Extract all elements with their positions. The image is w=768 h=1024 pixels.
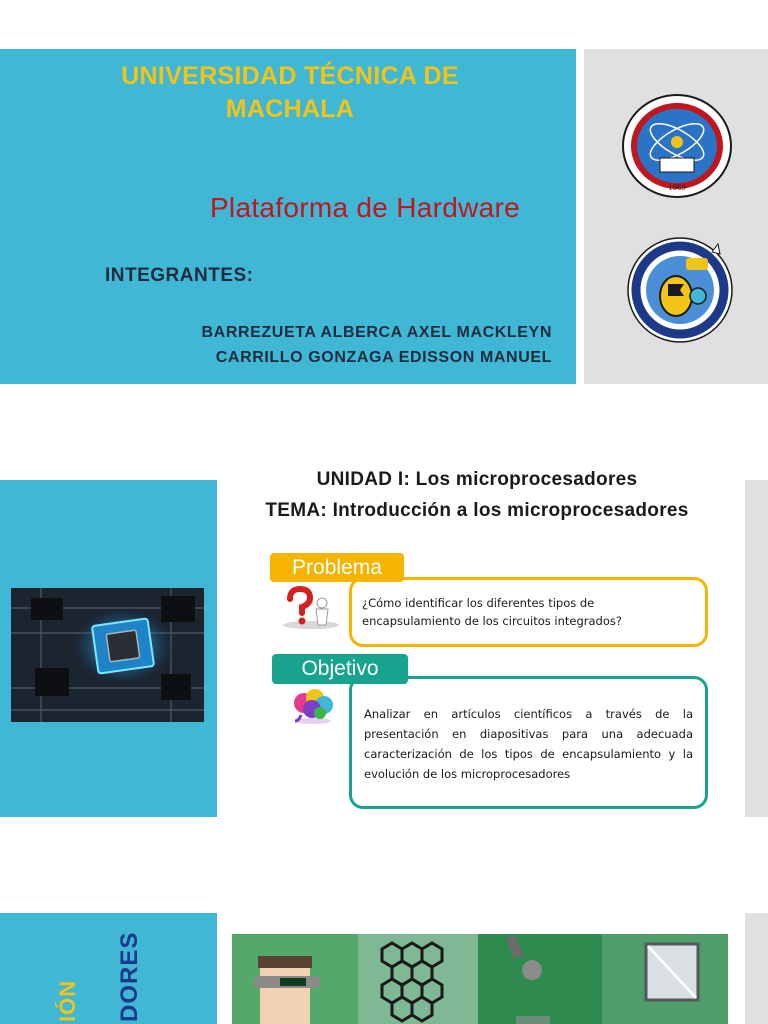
slide3-side-edge — [745, 913, 768, 1024]
seal-year: 1969 — [668, 184, 686, 192]
slide3-side-panel — [0, 913, 217, 1024]
university-name: UNIVERSIDAD TÉCNICA DE MACHALA — [121, 62, 459, 123]
glass-pane-illustration — [646, 944, 698, 1000]
microprocessor-photo — [11, 588, 204, 722]
colorful-brain-icon — [289, 687, 337, 725]
topic-title: TEMA: Introducción a los microprocesadores — [265, 500, 689, 521]
problem-label: Problema — [270, 553, 404, 582]
school-of-informatics-seal-icon — [624, 234, 736, 344]
presentation-title: Plataforma de Hardware — [209, 192, 521, 223]
members-list — [150, 320, 552, 370]
university-seal-icon — [620, 92, 734, 200]
member-name: CARRILLO GONZAGA EDISSON MANUEL — [215, 349, 552, 366]
objective-box — [349, 676, 708, 809]
technology-collage-image — [232, 934, 728, 1024]
slide3-vertical-title: DORES — [116, 931, 143, 1022]
objective-text: Analizar en artículos científicos a través de la presentación en diapositivas para una adecuada caracterización de los tipos de encapsulamiento y la evolución de los microprocesadores — [364, 707, 693, 781]
question-figure-icon — [280, 585, 342, 630]
problem-box — [349, 577, 708, 647]
objective-label: Objetivo — [272, 654, 408, 684]
slide2-side-edge — [745, 480, 768, 817]
members-label: INTEGRANTES: — [105, 265, 254, 286]
member-name: BARREZUETA ALBERCA AXEL MACKLEYN — [201, 324, 552, 341]
problem-text: ¿Cómo identificar los diferentes tipos de encapsulamiento de los circuitos integrados? — [362, 596, 622, 628]
slide3-vertical-subtitle: IÓN — [55, 979, 80, 1022]
unit-title: UNIDAD I: Los microprocesadores — [316, 469, 638, 490]
